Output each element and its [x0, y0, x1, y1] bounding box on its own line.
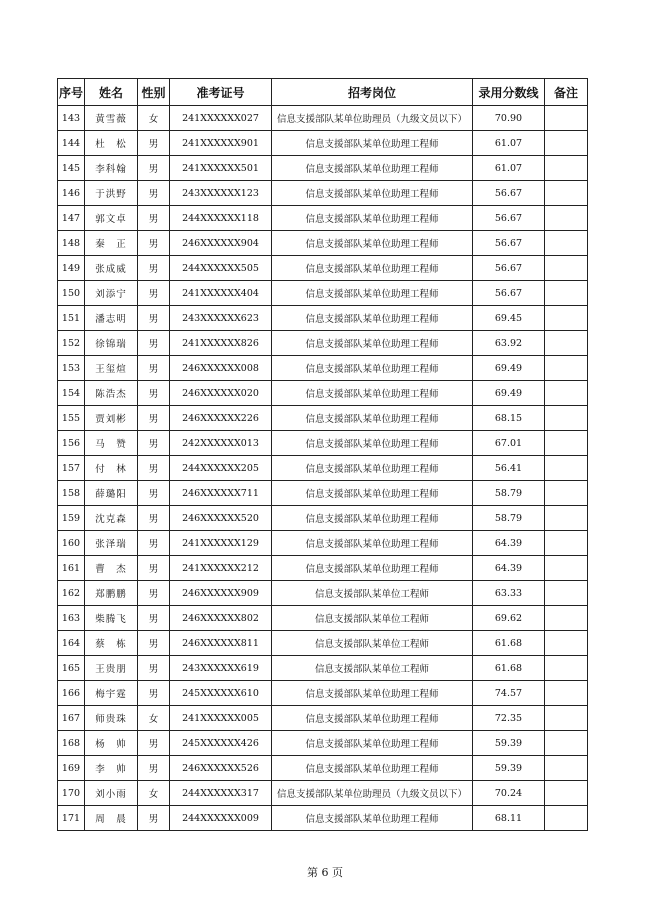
row-index-cell: 143 — [58, 106, 85, 131]
remarks-cell — [545, 206, 588, 231]
exam-id-cell: 244XXXXXX009 — [170, 806, 272, 831]
position-cell: 信息支援部队某单位助理员（九级文员以下） — [272, 106, 473, 131]
table-row — [58, 181, 588, 206]
candidate-name-cell: 周 晨 — [85, 806, 138, 831]
candidate-name-cell: 王贵朋 — [85, 656, 138, 681]
table-row — [58, 781, 588, 806]
row-index-cell: 162 — [58, 581, 85, 606]
position-cell: 信息支援部队某单位助理工程师 — [272, 806, 473, 831]
candidate-name-cell: 郭文卓 — [85, 206, 138, 231]
score-cell: 56.67 — [473, 281, 545, 306]
col-header-name: 姓名 — [85, 79, 138, 106]
row-index-cell: 159 — [58, 506, 85, 531]
candidate-name-cell: 付 林 — [85, 456, 138, 481]
row-index-cell: 155 — [58, 406, 85, 431]
score-cell: 61.68 — [473, 631, 545, 656]
gender-cell: 女 — [138, 106, 170, 131]
remarks-cell — [545, 281, 588, 306]
remarks-cell — [545, 756, 588, 781]
position-cell: 信息支援部队某单位助理工程师 — [272, 556, 473, 581]
exam-id-cell: 243XXXXXX623 — [170, 306, 272, 331]
exam-id-cell: 242XXXXXX013 — [170, 431, 272, 456]
row-index-cell: 151 — [58, 306, 85, 331]
col-header-index: 序号 — [58, 79, 85, 106]
col-header-gender: 性别 — [138, 79, 170, 106]
remarks-cell — [545, 506, 588, 531]
position-cell: 信息支援部队某单位工程师 — [272, 656, 473, 681]
remarks-cell — [545, 431, 588, 456]
gender-cell: 男 — [138, 231, 170, 256]
table-row — [58, 531, 588, 556]
gender-cell: 男 — [138, 381, 170, 406]
row-index-cell: 158 — [58, 481, 85, 506]
candidate-name-cell: 曹 杰 — [85, 556, 138, 581]
gender-cell: 男 — [138, 606, 170, 631]
remarks-cell — [545, 406, 588, 431]
score-cell: 68.11 — [473, 806, 545, 831]
table-body — [58, 106, 588, 831]
row-index-cell: 148 — [58, 231, 85, 256]
position-cell: 信息支援部队某单位助理员（九级文员以下） — [272, 781, 473, 806]
score-cell: 69.49 — [473, 356, 545, 381]
score-cell: 56.67 — [473, 206, 545, 231]
row-index-cell: 163 — [58, 606, 85, 631]
row-index-cell: 168 — [58, 731, 85, 756]
exam-id-cell: 244XXXXXX317 — [170, 781, 272, 806]
remarks-cell — [545, 656, 588, 681]
score-cell: 61.07 — [473, 156, 545, 181]
remarks-cell — [545, 306, 588, 331]
remarks-cell — [545, 181, 588, 206]
remarks-cell — [545, 556, 588, 581]
gender-cell: 男 — [138, 431, 170, 456]
candidate-name-cell: 李科翰 — [85, 156, 138, 181]
table-row — [58, 431, 588, 456]
position-cell: 信息支援部队某单位助理工程师 — [272, 356, 473, 381]
exam-id-cell: 245XXXXXX426 — [170, 731, 272, 756]
table-row — [58, 206, 588, 231]
row-index-cell: 169 — [58, 756, 85, 781]
exam-id-cell: 246XXXXXX008 — [170, 356, 272, 381]
score-cell: 69.45 — [473, 306, 545, 331]
gender-cell: 男 — [138, 456, 170, 481]
table-row — [58, 356, 588, 381]
position-cell: 信息支援部队某单位工程师 — [272, 581, 473, 606]
col-header-exam-id: 准考证号 — [170, 79, 272, 106]
remarks-cell — [545, 331, 588, 356]
exam-id-cell: 241XXXXXX404 — [170, 281, 272, 306]
score-cell: 68.15 — [473, 406, 545, 431]
score-cell: 63.33 — [473, 581, 545, 606]
gender-cell: 男 — [138, 306, 170, 331]
score-cell: 56.67 — [473, 256, 545, 281]
row-index-cell: 156 — [58, 431, 85, 456]
row-index-cell: 161 — [58, 556, 85, 581]
candidate-name-cell: 李 帅 — [85, 756, 138, 781]
candidate-name-cell: 贾刘彬 — [85, 406, 138, 431]
gender-cell: 男 — [138, 581, 170, 606]
position-cell: 信息支援部队某单位助理工程师 — [272, 756, 473, 781]
remarks-cell — [545, 531, 588, 556]
candidate-name-cell: 杜 松 — [85, 131, 138, 156]
table-row — [58, 731, 588, 756]
table-row — [58, 631, 588, 656]
position-cell: 信息支援部队某单位助理工程师 — [272, 281, 473, 306]
position-cell: 信息支援部队某单位助理工程师 — [272, 456, 473, 481]
row-index-cell: 164 — [58, 631, 85, 656]
position-cell: 信息支援部队某单位工程师 — [272, 631, 473, 656]
exam-id-cell: 245XXXXXX610 — [170, 681, 272, 706]
col-header-score: 录用分数线 — [473, 79, 545, 106]
row-index-cell: 171 — [58, 806, 85, 831]
candidate-name-cell: 黄雪薇 — [85, 106, 138, 131]
table-row — [58, 131, 588, 156]
candidate-name-cell: 柴腾飞 — [85, 606, 138, 631]
row-index-cell: 167 — [58, 706, 85, 731]
row-index-cell: 165 — [58, 656, 85, 681]
exam-id-cell: 246XXXXXX811 — [170, 631, 272, 656]
score-cell: 56.41 — [473, 456, 545, 481]
candidate-name-cell: 蔡 栋 — [85, 631, 138, 656]
exam-id-cell: 246XXXXXX802 — [170, 606, 272, 631]
gender-cell: 男 — [138, 681, 170, 706]
score-cell: 58.79 — [473, 481, 545, 506]
gender-cell: 男 — [138, 806, 170, 831]
table-row — [58, 381, 588, 406]
table-row — [58, 481, 588, 506]
score-cell: 59.39 — [473, 731, 545, 756]
candidate-name-cell: 秦 正 — [85, 231, 138, 256]
gender-cell: 男 — [138, 331, 170, 356]
position-cell: 信息支援部队某单位助理工程师 — [272, 306, 473, 331]
remarks-cell — [545, 131, 588, 156]
row-index-cell: 150 — [58, 281, 85, 306]
gender-cell: 男 — [138, 356, 170, 381]
gender-cell: 男 — [138, 531, 170, 556]
row-index-cell: 170 — [58, 781, 85, 806]
row-index-cell: 160 — [58, 531, 85, 556]
gender-cell: 男 — [138, 131, 170, 156]
candidate-name-cell: 郑鹏鹏 — [85, 581, 138, 606]
gender-cell: 女 — [138, 706, 170, 731]
exam-id-cell: 246XXXXXX909 — [170, 581, 272, 606]
row-index-cell: 146 — [58, 181, 85, 206]
score-cell: 64.39 — [473, 531, 545, 556]
gender-cell: 男 — [138, 256, 170, 281]
exam-id-cell: 241XXXXXX826 — [170, 331, 272, 356]
score-cell: 59.39 — [473, 756, 545, 781]
remarks-cell — [545, 231, 588, 256]
candidate-name-cell: 陈浩杰 — [85, 381, 138, 406]
table-row — [58, 281, 588, 306]
position-cell: 信息支援部队某单位工程师 — [272, 606, 473, 631]
exam-id-cell: 241XXXXXX212 — [170, 556, 272, 581]
exam-id-cell: 246XXXXXX711 — [170, 481, 272, 506]
exam-id-cell: 246XXXXXX904 — [170, 231, 272, 256]
score-cell: 72.35 — [473, 706, 545, 731]
candidate-name-cell: 梅宇霆 — [85, 681, 138, 706]
exam-id-cell: 246XXXXXX526 — [170, 756, 272, 781]
position-cell: 信息支援部队某单位助理工程师 — [272, 381, 473, 406]
remarks-cell — [545, 806, 588, 831]
score-cell: 69.62 — [473, 606, 545, 631]
score-cell: 61.68 — [473, 656, 545, 681]
exam-id-cell: 243XXXXXX123 — [170, 181, 272, 206]
table-row — [58, 106, 588, 131]
remarks-cell — [545, 381, 588, 406]
position-cell: 信息支援部队某单位助理工程师 — [272, 731, 473, 756]
table-row — [58, 581, 588, 606]
candidate-name-cell: 张成威 — [85, 256, 138, 281]
gender-cell: 男 — [138, 631, 170, 656]
table-row — [58, 506, 588, 531]
exam-id-cell: 241XXXXXX129 — [170, 531, 272, 556]
position-cell: 信息支援部队某单位助理工程师 — [272, 406, 473, 431]
exam-id-cell: 243XXXXXX619 — [170, 656, 272, 681]
remarks-cell — [545, 631, 588, 656]
position-cell: 信息支援部队某单位助理工程师 — [272, 231, 473, 256]
score-cell: 64.39 — [473, 556, 545, 581]
row-index-cell: 153 — [58, 356, 85, 381]
gender-cell: 男 — [138, 506, 170, 531]
exam-id-cell: 244XXXXXX118 — [170, 206, 272, 231]
row-index-cell: 144 — [58, 131, 85, 156]
candidate-name-cell: 王玺煊 — [85, 356, 138, 381]
remarks-cell — [545, 481, 588, 506]
gender-cell: 男 — [138, 281, 170, 306]
score-cell: 56.67 — [473, 231, 545, 256]
gender-cell: 男 — [138, 206, 170, 231]
score-cell: 67.01 — [473, 431, 545, 456]
col-header-remarks: 备注 — [545, 79, 588, 106]
exam-id-cell: 241XXXXXX901 — [170, 131, 272, 156]
col-header-position: 招考岗位 — [272, 79, 473, 106]
remarks-cell — [545, 731, 588, 756]
score-cell: 70.24 — [473, 781, 545, 806]
position-cell: 信息支援部队某单位助理工程师 — [272, 256, 473, 281]
score-cell: 58.79 — [473, 506, 545, 531]
table-row — [58, 156, 588, 181]
remarks-cell — [545, 256, 588, 281]
gender-cell: 男 — [138, 756, 170, 781]
candidate-name-cell: 徐锦瑞 — [85, 331, 138, 356]
score-cell: 56.67 — [473, 181, 545, 206]
position-cell: 信息支援部队某单位助理工程师 — [272, 181, 473, 206]
gender-cell: 男 — [138, 731, 170, 756]
remarks-cell — [545, 706, 588, 731]
remarks-cell — [545, 581, 588, 606]
admission-table — [57, 78, 588, 831]
remarks-cell — [545, 156, 588, 181]
candidate-name-cell: 潘志明 — [85, 306, 138, 331]
candidate-name-cell: 刘添宁 — [85, 281, 138, 306]
remarks-cell — [545, 356, 588, 381]
table-row — [58, 756, 588, 781]
position-cell: 信息支援部队某单位助理工程师 — [272, 206, 473, 231]
page-number: 第 6 页 — [307, 866, 343, 879]
remarks-cell — [545, 781, 588, 806]
exam-id-cell: 241XXXXXX501 — [170, 156, 272, 181]
candidate-name-cell: 张泽瑞 — [85, 531, 138, 556]
header-row — [58, 79, 588, 106]
table-row — [58, 556, 588, 581]
row-index-cell: 147 — [58, 206, 85, 231]
candidate-name-cell: 杨 帅 — [85, 731, 138, 756]
gender-cell: 男 — [138, 406, 170, 431]
candidate-name-cell: 沈克森 — [85, 506, 138, 531]
gender-cell: 男 — [138, 656, 170, 681]
exam-id-cell: 241XXXXXX027 — [170, 106, 272, 131]
row-index-cell: 157 — [58, 456, 85, 481]
exam-id-cell: 244XXXXXX505 — [170, 256, 272, 281]
table-row — [58, 656, 588, 681]
score-cell: 74.57 — [473, 681, 545, 706]
position-cell: 信息支援部队某单位助理工程师 — [272, 706, 473, 731]
position-cell: 信息支援部队某单位助理工程师 — [272, 331, 473, 356]
exam-id-cell: 241XXXXXX005 — [170, 706, 272, 731]
row-index-cell: 152 — [58, 331, 85, 356]
position-cell: 信息支援部队某单位助理工程师 — [272, 506, 473, 531]
row-index-cell: 154 — [58, 381, 85, 406]
remarks-cell — [545, 606, 588, 631]
table-row — [58, 406, 588, 431]
score-cell: 69.49 — [473, 381, 545, 406]
candidate-name-cell: 薛璐阳 — [85, 481, 138, 506]
position-cell: 信息支援部队某单位助理工程师 — [272, 431, 473, 456]
position-cell: 信息支援部队某单位助理工程师 — [272, 531, 473, 556]
exam-id-cell: 246XXXXXX520 — [170, 506, 272, 531]
exam-id-cell: 246XXXXXX020 — [170, 381, 272, 406]
gender-cell: 男 — [138, 156, 170, 181]
candidate-name-cell: 于洪野 — [85, 181, 138, 206]
candidate-name-cell: 刘小雨 — [85, 781, 138, 806]
remarks-cell — [545, 456, 588, 481]
table-row — [58, 806, 588, 831]
table-row — [58, 681, 588, 706]
candidate-name-cell: 师贵珠 — [85, 706, 138, 731]
score-cell: 63.92 — [473, 331, 545, 356]
table-row — [58, 256, 588, 281]
position-cell: 信息支援部队某单位助理工程师 — [272, 131, 473, 156]
score-cell: 61.07 — [473, 131, 545, 156]
exam-id-cell: 246XXXXXX226 — [170, 406, 272, 431]
exam-id-cell: 244XXXXXX205 — [170, 456, 272, 481]
table-row — [58, 606, 588, 631]
gender-cell: 女 — [138, 781, 170, 806]
gender-cell: 男 — [138, 181, 170, 206]
remarks-cell — [545, 681, 588, 706]
gender-cell: 男 — [138, 556, 170, 581]
row-index-cell: 149 — [58, 256, 85, 281]
candidate-name-cell: 马 赞 — [85, 431, 138, 456]
table-row — [58, 456, 588, 481]
table-row — [58, 231, 588, 256]
row-index-cell: 166 — [58, 681, 85, 706]
table-row — [58, 706, 588, 731]
score-cell: 70.90 — [473, 106, 545, 131]
table-row — [58, 306, 588, 331]
table-row — [58, 331, 588, 356]
position-cell: 信息支援部队某单位助理工程师 — [272, 156, 473, 181]
remarks-cell — [545, 106, 588, 131]
position-cell: 信息支援部队某单位助理工程师 — [272, 481, 473, 506]
row-index-cell: 145 — [58, 156, 85, 181]
position-cell: 信息支援部队某单位助理工程师 — [272, 681, 473, 706]
gender-cell: 男 — [138, 481, 170, 506]
